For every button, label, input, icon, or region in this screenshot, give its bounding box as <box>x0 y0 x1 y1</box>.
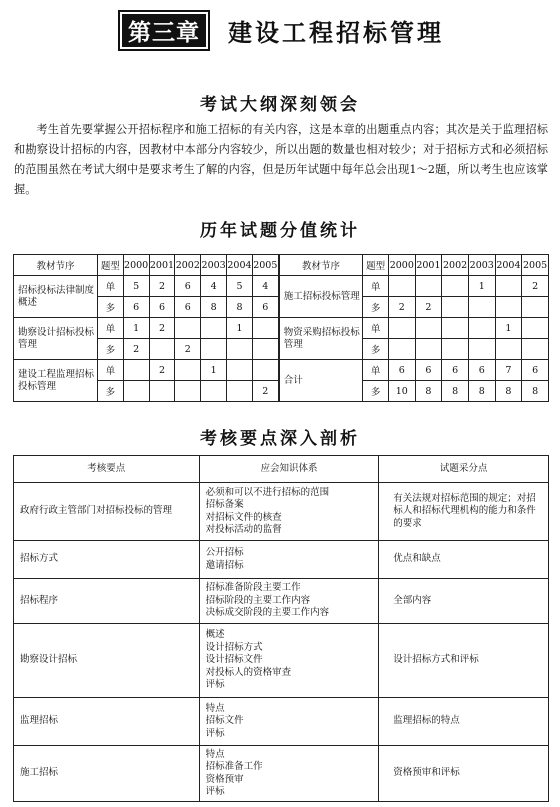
score-cell: 6 <box>149 297 175 318</box>
stats-header-cell: 2001 <box>149 255 175 276</box>
scoring-point-cell: 有关法规对招标范围的规定；对招标人和招标代理机构的能力和条件的要求 <box>379 483 549 541</box>
score-cell <box>522 297 549 318</box>
knowledge-item: 评标 <box>205 786 225 797</box>
score-cell: 6 <box>468 360 495 381</box>
score-cell: 6 <box>415 360 442 381</box>
section-name-cell: 物资采购招标投标管理 <box>279 318 363 360</box>
stats-row <box>14 276 549 297</box>
score-cell <box>495 339 522 360</box>
score-cell: 8 <box>201 297 227 318</box>
key-points-table <box>13 455 549 802</box>
score-cell: 2 <box>175 339 201 360</box>
stats-header-cell: 2005 <box>252 255 278 276</box>
stats-row <box>14 318 549 339</box>
stats-header-cell: 2004 <box>227 255 253 276</box>
knowledge-item: 资格预审 <box>205 773 244 785</box>
section-name-cell: 招标投标法律制度概述 <box>14 276 98 318</box>
score-cell: 4 <box>252 276 278 297</box>
key-point-row <box>14 624 549 698</box>
stats-header-cell: 教材节序 <box>14 255 98 276</box>
score-cell: 8 <box>227 297 253 318</box>
score-cell: 6 <box>442 360 469 381</box>
score-cell <box>522 339 549 360</box>
question-type-cell: 多 <box>98 381 124 402</box>
score-cell <box>252 360 278 381</box>
score-cell <box>149 381 175 402</box>
question-type-cell: 多 <box>98 297 124 318</box>
key-point-cell: 施工招标 <box>14 746 200 802</box>
score-cell: 6 <box>522 360 549 381</box>
key-point-row <box>14 483 549 541</box>
score-cell <box>495 297 522 318</box>
question-type-cell: 多 <box>98 339 124 360</box>
scoring-point-cell: 设计招标方式和评标 <box>379 624 549 698</box>
knowledge-item: 必须和可以不进行招标的范围 <box>205 486 330 498</box>
score-cell: 8 <box>415 381 442 402</box>
score-cell: 2 <box>415 297 442 318</box>
scoring-point-cell: 全部内容 <box>379 579 549 624</box>
score-cell: 5 <box>227 276 253 297</box>
score-cell <box>468 297 495 318</box>
score-cell <box>415 276 442 297</box>
question-type-cell: 单 <box>363 318 389 339</box>
knowledge-cell <box>199 483 379 541</box>
score-cell <box>442 276 469 297</box>
knowledge-item: 概述 <box>205 629 225 641</box>
stats-header-cell: 2000 <box>388 255 415 276</box>
score-cell <box>442 297 469 318</box>
key-point-row <box>14 746 549 802</box>
question-type-cell: 单 <box>98 360 124 381</box>
knowledge-cell <box>199 541 379 579</box>
knowledge-item: 招标阶段的主要工作内容 <box>205 594 311 606</box>
score-cell <box>388 276 415 297</box>
score-cell <box>201 339 227 360</box>
score-cell: 8 <box>468 381 495 402</box>
score-cell <box>175 360 201 381</box>
section3-title: 考核要点深入剖析 <box>200 429 360 449</box>
score-cell <box>252 318 278 339</box>
scoring-point-cell: 监理招标的特点 <box>379 698 549 746</box>
score-cell <box>227 381 253 402</box>
question-type-cell: 多 <box>363 297 389 318</box>
question-type-cell: 多 <box>363 339 389 360</box>
knowledge-cell <box>199 579 379 624</box>
stats-header-cell: 2002 <box>175 255 201 276</box>
stats-header-cell: 2005 <box>522 255 549 276</box>
score-cell: 2 <box>388 297 415 318</box>
stats-header-cell: 教材节序 <box>279 255 363 276</box>
key-points-header-cell: 考核要点 <box>14 456 200 483</box>
stats-header-cell: 2002 <box>442 255 469 276</box>
score-cell: 1 <box>201 360 227 381</box>
key-point-row <box>14 541 549 579</box>
knowledge-cell <box>199 746 379 802</box>
key-point-cell: 招标程序 <box>14 579 200 624</box>
key-point-cell: 政府行政主管部门对招标投标的管理 <box>14 483 200 541</box>
chapter-title: 建设工程招标管理 <box>228 18 444 47</box>
score-cell: 6 <box>175 276 201 297</box>
section-name-cell: 建设工程监理招标投标管理 <box>14 360 98 402</box>
score-stats-table <box>13 254 549 402</box>
score-cell: 2 <box>522 276 549 297</box>
stats-header-row <box>14 255 549 276</box>
score-cell <box>468 339 495 360</box>
score-cell <box>252 339 278 360</box>
chapter-label: 第三章 <box>118 10 210 51</box>
section-name-cell: 施工招标投标管理 <box>279 276 363 318</box>
stats-header-cell: 2003 <box>201 255 227 276</box>
score-cell: 1 <box>468 276 495 297</box>
score-cell <box>227 360 253 381</box>
question-type-cell: 单 <box>98 318 124 339</box>
score-cell <box>175 318 201 339</box>
score-cell <box>495 276 522 297</box>
section2-title: 历年试题分值统计 <box>200 221 360 241</box>
score-cell: 2 <box>123 339 149 360</box>
scoring-point-cell: 优点和缺点 <box>379 541 549 579</box>
scoring-point-cell: 资格预审和评标 <box>379 746 549 802</box>
score-cell: 6 <box>388 360 415 381</box>
stats-header-cell: 2004 <box>495 255 522 276</box>
key-point-cell: 监理招标 <box>14 698 200 746</box>
score-cell <box>201 318 227 339</box>
knowledge-item: 招标准备工作 <box>205 761 263 772</box>
stats-header-cell: 2001 <box>415 255 442 276</box>
score-cell: 10 <box>388 381 415 402</box>
score-cell: 4 <box>201 276 227 297</box>
key-point-cell: 招标方式 <box>14 541 200 579</box>
score-cell: 6 <box>175 297 201 318</box>
stats-row <box>14 360 549 381</box>
score-cell <box>123 381 149 402</box>
score-cell: 6 <box>252 297 278 318</box>
score-cell: 8 <box>495 381 522 402</box>
key-point-row <box>14 698 549 746</box>
score-cell <box>201 381 227 402</box>
stats-header-cell: 题型 <box>363 255 389 276</box>
score-cell <box>227 339 253 360</box>
score-cell: 8 <box>522 381 549 402</box>
knowledge-item: 招标备案 <box>205 499 244 510</box>
score-cell <box>415 339 442 360</box>
knowledge-item: 招标准备阶段主要工作 <box>205 582 301 594</box>
intro-paragraph: 考生首先要掌握公开招标程序和施工招标的有关内容，这是本章的出题重点内容；其次是关于监理招标和勘察设计招标的内容，因教材中本部分内容较少，所以出题的数量也相对较少；对于招标方式和必须招标的范围虽然在考试大纲中是要求考生了解的内容，但是历年试题中每年总会出现1～2题，所以考生也应该掌握。 <box>14 123 548 196</box>
score-cell: 2 <box>252 381 278 402</box>
knowledge-item: 邀请招标 <box>205 559 244 571</box>
score-cell <box>123 360 149 381</box>
question-type-cell: 单 <box>363 276 389 297</box>
section-name-cell: 合计 <box>279 360 363 402</box>
score-cell <box>388 318 415 339</box>
knowledge-item: 特点 <box>205 748 225 760</box>
score-cell: 1 <box>495 318 522 339</box>
stats-header-cell: 题型 <box>98 255 124 276</box>
question-type-cell: 多 <box>363 381 389 402</box>
score-cell <box>175 381 201 402</box>
key-points-header-cell: 试题采分点 <box>379 456 549 483</box>
question-type-cell: 单 <box>98 276 124 297</box>
knowledge-item: 对招标文件的核查 <box>205 511 282 523</box>
key-point-cell: 勘察设计招标 <box>14 624 200 698</box>
score-cell: 2 <box>149 276 175 297</box>
knowledge-item: 对投标活动的监督 <box>205 524 282 535</box>
score-cell: 7 <box>495 360 522 381</box>
chapter-header <box>118 10 448 50</box>
score-cell <box>468 318 495 339</box>
knowledge-item: 决标成交阶段的主要工作内容 <box>205 607 330 619</box>
knowledge-cell <box>199 698 379 746</box>
knowledge-cell <box>199 624 379 698</box>
knowledge-item: 公开招标 <box>205 547 244 558</box>
question-type-cell: 单 <box>363 360 389 381</box>
stats-header-cell: 2003 <box>468 255 495 276</box>
score-cell: 6 <box>123 297 149 318</box>
section1-title: 考试大纲深刻领会 <box>200 95 360 115</box>
knowledge-item: 评标 <box>205 679 225 691</box>
score-cell: 2 <box>149 360 175 381</box>
score-cell: 1 <box>227 318 253 339</box>
score-cell <box>388 339 415 360</box>
score-cell <box>442 318 469 339</box>
score-cell: 1 <box>123 318 149 339</box>
knowledge-item: 特点 <box>205 702 225 714</box>
score-cell: 8 <box>442 381 469 402</box>
knowledge-item: 招标文件 <box>205 715 244 727</box>
key-points-header-cell: 应会知识体系 <box>199 456 379 483</box>
knowledge-item: 设计招标文件 <box>205 654 263 666</box>
knowledge-item: 对投标人的资格审查 <box>205 666 292 678</box>
score-cell: 5 <box>123 276 149 297</box>
stats-header-cell: 2000 <box>123 255 149 276</box>
knowledge-item: 设计招标方式 <box>205 641 263 653</box>
score-cell <box>442 339 469 360</box>
score-cell <box>415 318 442 339</box>
key-points-header-row <box>14 456 549 483</box>
section-name-cell: 勘察设计招标投标管理 <box>14 318 98 360</box>
score-cell <box>149 339 175 360</box>
key-point-row <box>14 579 549 624</box>
knowledge-item: 评标 <box>205 727 225 739</box>
score-cell <box>522 318 549 339</box>
score-cell: 2 <box>149 318 175 339</box>
